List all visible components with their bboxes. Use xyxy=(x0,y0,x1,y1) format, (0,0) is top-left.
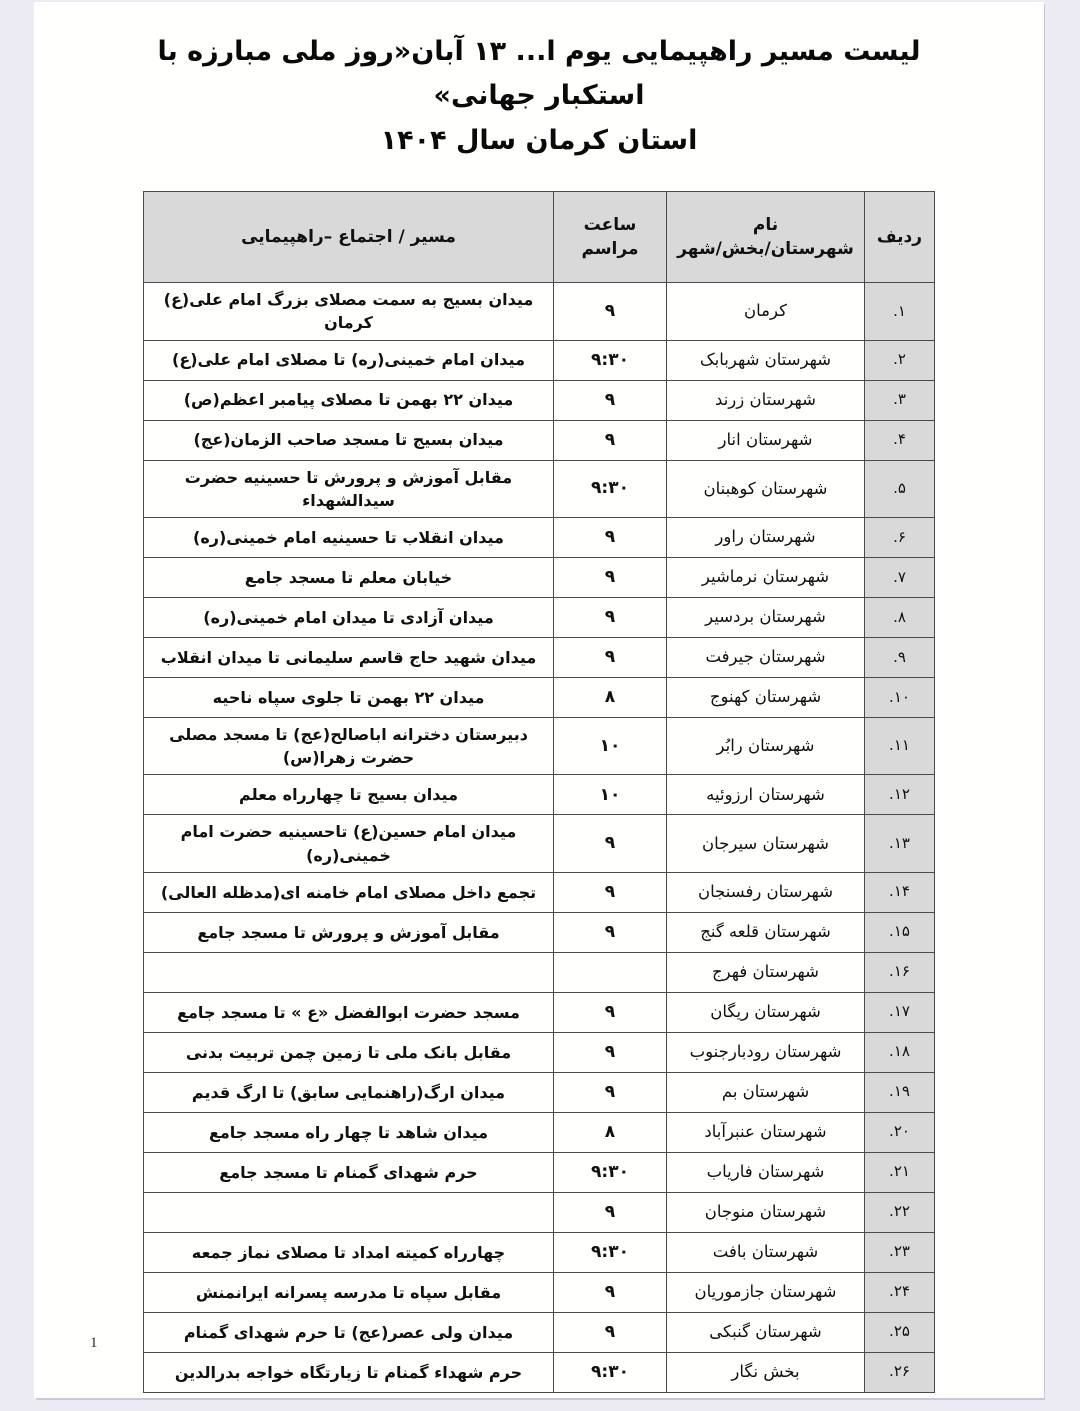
march-route: مقابل بانک ملی تا زمین چمن تربیت بدنی xyxy=(144,1032,554,1072)
city-name: شهرستان بافت xyxy=(667,1232,865,1272)
column-header-route: مسیر / اجتماع –راهپیمایی xyxy=(144,192,554,283)
ceremony-time: ۹:۳۰ xyxy=(554,460,667,517)
march-route: میدان انقلاب تا حسینیه امام خمینی(ره) xyxy=(144,517,554,557)
march-route: مقابل سپاه تا مدرسه پسرانه ایرانمنش xyxy=(144,1272,554,1312)
city-name: شهرستان کهنوج xyxy=(667,677,865,717)
march-route: میدان بسیج تا مسجد صاحب الزمان(عج) xyxy=(144,420,554,460)
march-route: میدان امام خمینی(ره) تا مصلای امام علی(ع) xyxy=(144,340,554,380)
page-title-line-2: استان کرمان سال ۱۴۰۴ xyxy=(380,125,698,157)
table-row xyxy=(144,1352,935,1392)
city-name: شهرستان گنبکی xyxy=(667,1312,865,1352)
row-number: ۲. xyxy=(865,340,935,380)
table-row xyxy=(144,517,935,557)
table-header xyxy=(144,192,935,283)
march-route: میدان بسیج به سمت مصلای بزرگ امام علی(ع) کرمان xyxy=(144,283,554,340)
table-row xyxy=(144,340,935,380)
row-number: ۱. xyxy=(865,283,935,340)
march-route: حرم شهداء گمنام تا زیارتگاه خواجه بدرالدین xyxy=(144,1352,554,1392)
ceremony-time: ۹ xyxy=(554,597,667,637)
city-name: شهرستان منوجان xyxy=(667,1192,865,1232)
row-number: ۱۱. xyxy=(865,717,935,774)
city-name: شهرستان عنبرآباد xyxy=(667,1112,865,1152)
document-page xyxy=(34,2,1044,1398)
row-number: ۸. xyxy=(865,597,935,637)
table-row xyxy=(144,1232,935,1272)
row-number: ۱۴. xyxy=(865,872,935,912)
table-row xyxy=(144,815,935,872)
city-name: شهرستان انار xyxy=(667,420,865,460)
table-row xyxy=(144,420,935,460)
city-name: شهرستان راور xyxy=(667,517,865,557)
row-number: ۹. xyxy=(865,637,935,677)
table-row xyxy=(144,717,935,774)
page-title-line-1: لیست مسیر راهپیمایی یوم ا... ۱۳ آبان«روز ملی مبارزه با استکبار جهانی» xyxy=(157,36,921,111)
table-row xyxy=(144,1072,935,1112)
row-number: ۱۹. xyxy=(865,1072,935,1112)
page-title xyxy=(34,2,1044,163)
ceremony-time: ۹ xyxy=(554,557,667,597)
city-name: شهرستان زرند xyxy=(667,380,865,420)
march-route: دبیرستان دخترانه اباصالح(عج) تا مسجد مصلی حضرت زهرا(س) xyxy=(144,717,554,774)
march-route: چهارراه کمیته امداد تا مصلای نماز جمعه xyxy=(144,1232,554,1272)
column-header-city-name xyxy=(667,192,865,283)
city-name: کرمان xyxy=(667,283,865,340)
table-row xyxy=(144,1272,935,1312)
table-body xyxy=(144,283,935,1393)
column-header-city-name-line-1: نام xyxy=(752,214,779,235)
row-number: ۳. xyxy=(865,380,935,420)
city-name: شهرستان کوهبنان xyxy=(667,460,865,517)
row-number: ۷. xyxy=(865,557,935,597)
table-row xyxy=(144,872,935,912)
city-name: شهرستان جیرفت xyxy=(667,637,865,677)
ceremony-time: ۹ xyxy=(554,992,667,1032)
table-row xyxy=(144,597,935,637)
march-route: میدان ولی عصر(عج) تا حرم شهدای گمنام xyxy=(144,1312,554,1352)
ceremony-time: ۹ xyxy=(554,1272,667,1312)
march-route: میدان شاهد تا چهار راه مسجد جامع xyxy=(144,1112,554,1152)
row-number: ۲۶. xyxy=(865,1352,935,1392)
march-routes-table xyxy=(143,191,935,1393)
march-route: حرم شهدای گمنام تا مسجد جامع xyxy=(144,1152,554,1192)
ceremony-time: ۹:۳۰ xyxy=(554,1152,667,1192)
row-number: ۶. xyxy=(865,517,935,557)
city-name: شهرستان بردسیر xyxy=(667,597,865,637)
city-name: شهرستان رودبارجنوب xyxy=(667,1032,865,1072)
city-name: بخش نگار xyxy=(667,1352,865,1392)
city-name: شهرستان فهرج xyxy=(667,952,865,992)
page-number: 1 xyxy=(90,1335,98,1351)
ceremony-time: ۹:۳۰ xyxy=(554,1352,667,1392)
table-row xyxy=(144,1192,935,1232)
city-name: شهرستان ارزوئیه xyxy=(667,775,865,815)
table-header-row xyxy=(144,192,935,283)
table-row xyxy=(144,952,935,992)
table-row xyxy=(144,912,935,952)
ceremony-time: ۹ xyxy=(554,815,667,872)
ceremony-time: ۸ xyxy=(554,677,667,717)
row-number: ۱۶. xyxy=(865,952,935,992)
row-number: ۱۵. xyxy=(865,912,935,952)
row-number: ۴. xyxy=(865,420,935,460)
ceremony-time: ۹ xyxy=(554,912,667,952)
row-number: ۲۳. xyxy=(865,1232,935,1272)
march-route: خیابان معلم تا مسجد جامع xyxy=(144,557,554,597)
march-route xyxy=(144,952,554,992)
row-number: ۱۲. xyxy=(865,775,935,815)
march-route: میدان بسیج تا چهارراه معلم xyxy=(144,775,554,815)
table-row xyxy=(144,775,935,815)
city-name: شهرستان قلعه گنج xyxy=(667,912,865,952)
table-row xyxy=(144,1112,935,1152)
ceremony-time: ۹:۳۰ xyxy=(554,1232,667,1272)
ceremony-time: ۹ xyxy=(554,420,667,460)
march-route: میدان ۲۲ بهمن تا جلوی سپاه ناحیه xyxy=(144,677,554,717)
ceremony-time: ۹ xyxy=(554,872,667,912)
row-number: ۱۷. xyxy=(865,992,935,1032)
march-route: میدان شهید حاج قاسم سلیمانی تا میدان انقلاب xyxy=(144,637,554,677)
ceremony-time: ۹ xyxy=(554,517,667,557)
table-row xyxy=(144,677,935,717)
table-row xyxy=(144,283,935,340)
ceremony-time: ۹ xyxy=(554,1072,667,1112)
table-row xyxy=(144,637,935,677)
row-number: ۱۸. xyxy=(865,1032,935,1072)
row-number: ۱۳. xyxy=(865,815,935,872)
march-route: مسجد حضرت ابوالفضل «ع » تا مسجد جامع xyxy=(144,992,554,1032)
march-route: میدان آزادی تا میدان امام خمینی(ره) xyxy=(144,597,554,637)
march-route: میدان ۲۲ بهمن تا مصلای پیامبر اعظم(ص) xyxy=(144,380,554,420)
ceremony-time: ۹ xyxy=(554,1312,667,1352)
ceremony-time: ۹:۳۰ xyxy=(554,340,667,380)
ceremony-time: ۹ xyxy=(554,1032,667,1072)
ceremony-time: ۹ xyxy=(554,380,667,420)
row-number: ۲۲. xyxy=(865,1192,935,1232)
table-row xyxy=(144,460,935,517)
ceremony-time: ۸ xyxy=(554,1112,667,1152)
ceremony-time: ۱۰ xyxy=(554,775,667,815)
row-number: ۲۴. xyxy=(865,1272,935,1312)
march-route: تجمع داخل مصلای امام خامنه ای(مدظله العالی) xyxy=(144,872,554,912)
table-row xyxy=(144,380,935,420)
ceremony-time: ۹ xyxy=(554,283,667,340)
table-row xyxy=(144,1312,935,1352)
city-name: شهرستان نرماشیر xyxy=(667,557,865,597)
city-name: شهرستان بم xyxy=(667,1072,865,1112)
march-route: مقابل آموزش و پرورش تا مسجد جامع xyxy=(144,912,554,952)
city-name: شهرستان فاریاب xyxy=(667,1152,865,1192)
city-name: شهرستان رفسنجان xyxy=(667,872,865,912)
march-route: میدان امام حسین(ع) تاحسینیه حضرت امام خمینی(ره) xyxy=(144,815,554,872)
city-name: شهرستان شهربابک xyxy=(667,340,865,380)
table-row xyxy=(144,557,935,597)
column-header-radif: ردیف xyxy=(865,192,935,283)
march-route: میدان ارگ(راهنمایی سابق) تا ارگ قدیم xyxy=(144,1072,554,1112)
row-number: ۲۱. xyxy=(865,1152,935,1192)
column-header-ceremony-time: ساعت مراسم xyxy=(554,192,667,283)
city-name: شهرستان رابُر xyxy=(667,717,865,774)
table-container xyxy=(34,191,1044,1393)
city-name: شهرستان سیرجان xyxy=(667,815,865,872)
city-name: شهرستان ریگان xyxy=(667,992,865,1032)
ceremony-time: ۹ xyxy=(554,1192,667,1232)
ceremony-time xyxy=(554,952,667,992)
march-route: مقابل آموزش و پرورش تا حسینیه حضرت سیدالشهداء xyxy=(144,460,554,517)
table-row xyxy=(144,1032,935,1072)
ceremony-time: ۱۰ xyxy=(554,717,667,774)
row-number: ۲۵. xyxy=(865,1312,935,1352)
column-header-city-name-line-2: شهرستان/بخش/شهر xyxy=(677,239,854,260)
table-row xyxy=(144,992,935,1032)
city-name: شهرستان جازموریان xyxy=(667,1272,865,1312)
march-route xyxy=(144,1192,554,1232)
table-row xyxy=(144,1152,935,1192)
row-number: ۱۰. xyxy=(865,677,935,717)
row-number: ۲۰. xyxy=(865,1112,935,1152)
row-number: ۵. xyxy=(865,460,935,517)
ceremony-time: ۹ xyxy=(554,637,667,677)
